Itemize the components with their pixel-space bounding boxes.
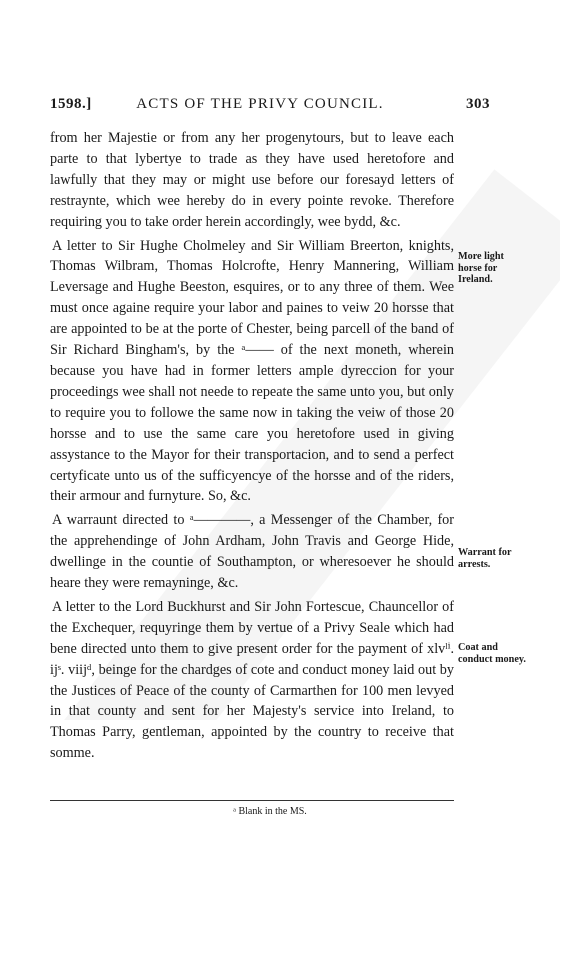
header-title: ACTS OF THE PRIVY COUNCIL.	[136, 96, 384, 112]
footnote-rule	[50, 800, 454, 801]
page-number: 303	[466, 96, 490, 112]
paragraph-continuation: from her Majestie or from any her progenytours, but to leave each parte to that lybertye to trade as they have used heretofore and lawfully that they may or might use before our foresayd letters of restraynte, which wee hereby do in every pointe revoke. Therefore requiring you to take order herein accordingly, wee bydd, &c.	[50, 130, 454, 230]
paragraph-letter-cholmeley: A letter to Sir Hughe Cholmeley and Sir William Breerton, knights, Thomas Wilbram, Thomas Holcrofte, Henry Mannering, William Leversage and Hughe Beeston, esquires, or to any three of them. Wee must once againe require your labor and paines to veiw 20 horsse that are appointed to be at the porte of Chester, being parcell of the band of Sir Richard Bingham's, by the ᵃ—— of the next moneth, wherein because you have had in former letters ample dyreccion for your proceedings wee shall not neede to repeate the same unto you, but only to require you to followe the same now in taking the veiw of those 20 horsse and to use the same care you heretofore used in giving assystance to the Mayor for their transportacion, and to send a perfect certyficate unto us of the sufficyencye of the horsse and of the riders, their armour and furnyture. So, &c.	[50, 237, 454, 505]
footnote: ᵃ Blank in the MS.	[233, 806, 307, 817]
margin-note-warrant: Warrant for arrests.	[458, 547, 512, 570]
paragraph-letter-buckhurst: A letter to the Lord Buckhurst and Sir John Fortescue, Chauncellor of the Exchequer, requyringe them by vertue of a Privy Seale which had bene directed unto them to give present order for the payment of xlvˡⁱ. ijˢ. viijᵈ, beinge for the chardges of cote and conduct money laid out by the Justices of Peace of the county of Carmarthen for 100 men levyed in that county and sent for her Majesty's service into Ireland, to Thomas Parry, gentleman, appointed by the country to receive that somme.	[50, 598, 454, 762]
running-head	[50, 96, 490, 120]
body-text	[50, 128, 454, 767]
margin-note-light-horse: More light horse for Ireland.	[458, 251, 504, 285]
paragraph-warrant: A warraunt directed to ᵃ————, a Messenger of the Chamber, for the apprehendinge of John Ardham, John Travis and George Hide, dwellinge in the countie of Southampton, or wheresoever he should heare they were remayninge, &c.	[50, 512, 454, 592]
margin-note-coat-conduct: Coat and conduct money.	[458, 642, 526, 665]
header-year: 1598.]	[50, 96, 92, 112]
